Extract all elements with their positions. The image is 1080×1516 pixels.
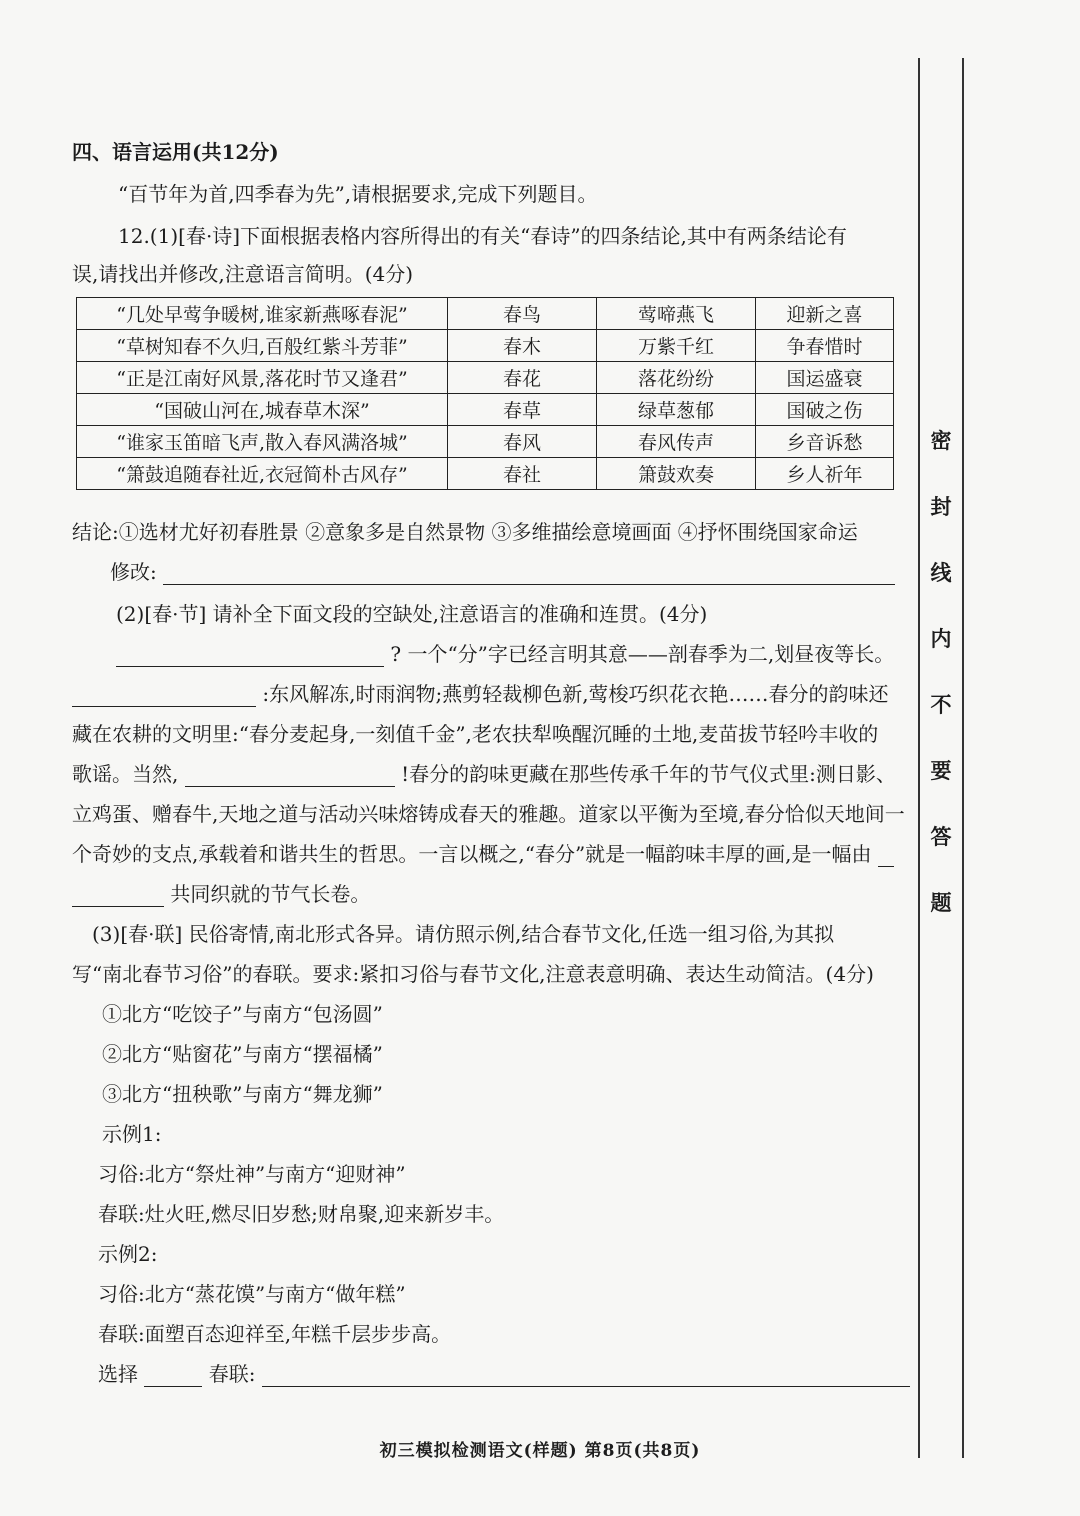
intro-text: “百节年为首,四季春为先”,请根据要求,完成下列题目。 xyxy=(118,182,598,206)
example-1-couplet: 春联:灶火旺,燃尽旧岁愁;财帛聚,迎来新岁丰。 xyxy=(98,1202,505,1226)
table-row xyxy=(77,426,894,458)
couplet-label: 春联: xyxy=(208,1362,256,1386)
margin-line-left xyxy=(918,58,920,1458)
q2-para-line4 xyxy=(72,758,896,787)
scene-cell: 落花纷纷 xyxy=(597,362,756,394)
q2-para-line6 xyxy=(72,838,894,867)
table-row xyxy=(77,362,894,394)
couplet-answer-blank[interactable] xyxy=(262,1364,910,1387)
emotion-cell: 乡人祈年 xyxy=(756,458,894,490)
q2-blank-2[interactable] xyxy=(72,684,256,707)
imagery-cell: 春风 xyxy=(448,426,597,458)
seal-char: 线 xyxy=(930,560,952,585)
section-title: 四、语言运用(共12分) xyxy=(72,140,279,164)
q2-text-7: 共同织就的节气长卷。 xyxy=(170,882,371,906)
choose-label: 选择 xyxy=(98,1362,138,1386)
seal-char: 答 xyxy=(930,824,952,849)
q2-text-2: :东风解冻,时雨润物;燕剪轻裁柳色新,莺梭巧织花衣艳……春分的韵味还 xyxy=(262,682,889,706)
margin-line-right xyxy=(962,58,964,1458)
q2-blank-4a[interactable] xyxy=(878,844,894,867)
table-row xyxy=(77,298,894,330)
q3-option-2: ②北方“贴窗花”与南方“摆福橘” xyxy=(102,1042,383,1066)
seal-char: 密 xyxy=(930,428,952,453)
example-2-label: 示例2: xyxy=(98,1242,158,1266)
poem-cell: “箫鼓追随春社近,衣冠简朴古风存” xyxy=(77,458,448,490)
q3-option-1: ①北方“吃饺子”与南方“包汤圆” xyxy=(102,1002,383,1026)
poem-cell: “草树知春不久归,百般红紫斗芳菲” xyxy=(77,330,448,362)
emotion-cell: 国破之伤 xyxy=(756,394,894,426)
modify-row xyxy=(110,556,895,585)
imagery-cell: 春木 xyxy=(448,330,597,362)
q3-option-3: ③北方“扭秧歌”与南方“舞龙狮” xyxy=(102,1082,383,1106)
table-row xyxy=(77,458,894,490)
q2-para-line1 xyxy=(116,638,894,667)
choose-blank[interactable] xyxy=(144,1364,202,1387)
emotion-cell: 迎新之喜 xyxy=(756,298,894,330)
q2-para-line3: 藏在农耕的文明里:“春分麦起身,一刻值千金”,老农扶犁唤醒沉睡的土地,麦苗拔节轻吟丰收的 xyxy=(72,722,879,746)
poem-table xyxy=(76,297,894,490)
q3-prompt-line2: 写“南北春节习俗”的春联。要求:紧扣习俗与春节文化,注意表意明确、表达生动简洁。(4分) xyxy=(72,962,874,986)
scene-cell: 莺啼燕飞 xyxy=(597,298,756,330)
imagery-cell: 春鸟 xyxy=(448,298,597,330)
table-row xyxy=(77,330,894,362)
scene-cell: 万紫千红 xyxy=(597,330,756,362)
seal-char: 封 xyxy=(930,494,952,519)
answer-row xyxy=(98,1358,910,1387)
example-2-couplet: 春联:面塑百态迎祥至,年糕千层步步高。 xyxy=(98,1322,452,1346)
poem-cell: “谁家玉笛暗飞声,散入春风满洛城” xyxy=(77,426,448,458)
emotion-cell: 乡音诉愁 xyxy=(756,426,894,458)
q2-para-line2 xyxy=(72,678,889,707)
q12-prompt-line1: 12.(1)[春·诗]下面根据表格内容所得出的有关“春诗”的四条结论,其中有两条结论有 xyxy=(118,224,847,248)
q3-prompt-line1: (3)[春·联] 民俗寄情,南北形式各异。请仿照示例,结合春节文化,任选一组习俗,为其拟 xyxy=(92,922,835,946)
q2-blank-3[interactable] xyxy=(185,764,395,787)
scene-cell: 春风传声 xyxy=(597,426,756,458)
seal-char: 不 xyxy=(930,692,952,717)
modify-answer-blank[interactable] xyxy=(163,562,895,585)
imagery-cell: 春社 xyxy=(448,458,597,490)
emotion-cell: 争春惜时 xyxy=(756,330,894,362)
seal-char: 内 xyxy=(930,626,952,651)
q12-prompt-line2: 误,请找出并修改,注意语言简明。(4分) xyxy=(72,262,414,286)
q2-para-line7 xyxy=(72,878,370,907)
q2-title: (2)[春·节] 请补全下面文段的空缺处,注意语言的准确和连贯。(4分) xyxy=(116,602,708,626)
example-1-label: 示例1: xyxy=(102,1122,162,1146)
example-2-custom: 习俗:北方“蒸花馍”与南方“做年糕” xyxy=(98,1282,406,1306)
imagery-cell: 春花 xyxy=(448,362,597,394)
q2-para-line5: 立鸡蛋、赠春牛,天地之道与活动兴味熔铸成春天的雅趣。道家以平衡为至境,春分恰似天地间一 xyxy=(72,802,905,826)
seal-line-notice xyxy=(926,430,956,958)
table-row xyxy=(77,394,894,426)
poem-cell: “几处早莺争暖树,谁家新燕啄春泥” xyxy=(77,298,448,330)
q2-blank-4b[interactable] xyxy=(72,884,164,907)
poem-cell: “国破山河在,城春草木深” xyxy=(77,394,448,426)
seal-char: 题 xyxy=(930,890,952,915)
poem-cell: “正是江南好风景,落花时节又逢君” xyxy=(77,362,448,394)
modify-label: 修改: xyxy=(110,560,157,584)
emotion-cell: 国运盛衰 xyxy=(756,362,894,394)
scene-cell: 绿草葱郁 xyxy=(597,394,756,426)
scene-cell: 箫鼓欢奏 xyxy=(597,458,756,490)
q2-blank-1[interactable] xyxy=(116,644,384,667)
q2-text-1: ? 一个“分”字已经言明其意——剖春季为二,划昼夜等长。 xyxy=(390,642,895,666)
conclusion-text: 结论:①选材尤好初春胜景 ②意象多是自然景物 ③多维描绘意境画面 ④抒怀围绕国家命运 xyxy=(72,520,858,544)
imagery-cell: 春草 xyxy=(448,394,597,426)
page-footer: 初三模拟检测语文(样题) 第8页(共8页) xyxy=(379,1441,701,1461)
q2-text-6: 个奇妙的支点,承载着和谐共生的哲思。一言以概之,“春分”就是一幅韵味丰厚的画,是一幅由 xyxy=(72,842,872,866)
q2-text-4a: 歌谣。当然, xyxy=(72,762,179,786)
q2-text-4b: !春分的韵味更藏在那些传承千年的节气仪式里:测日影、 xyxy=(401,762,896,786)
example-1-custom: 习俗:北方“祭灶神”与南方“迎财神” xyxy=(98,1162,406,1186)
seal-char: 要 xyxy=(930,758,952,783)
